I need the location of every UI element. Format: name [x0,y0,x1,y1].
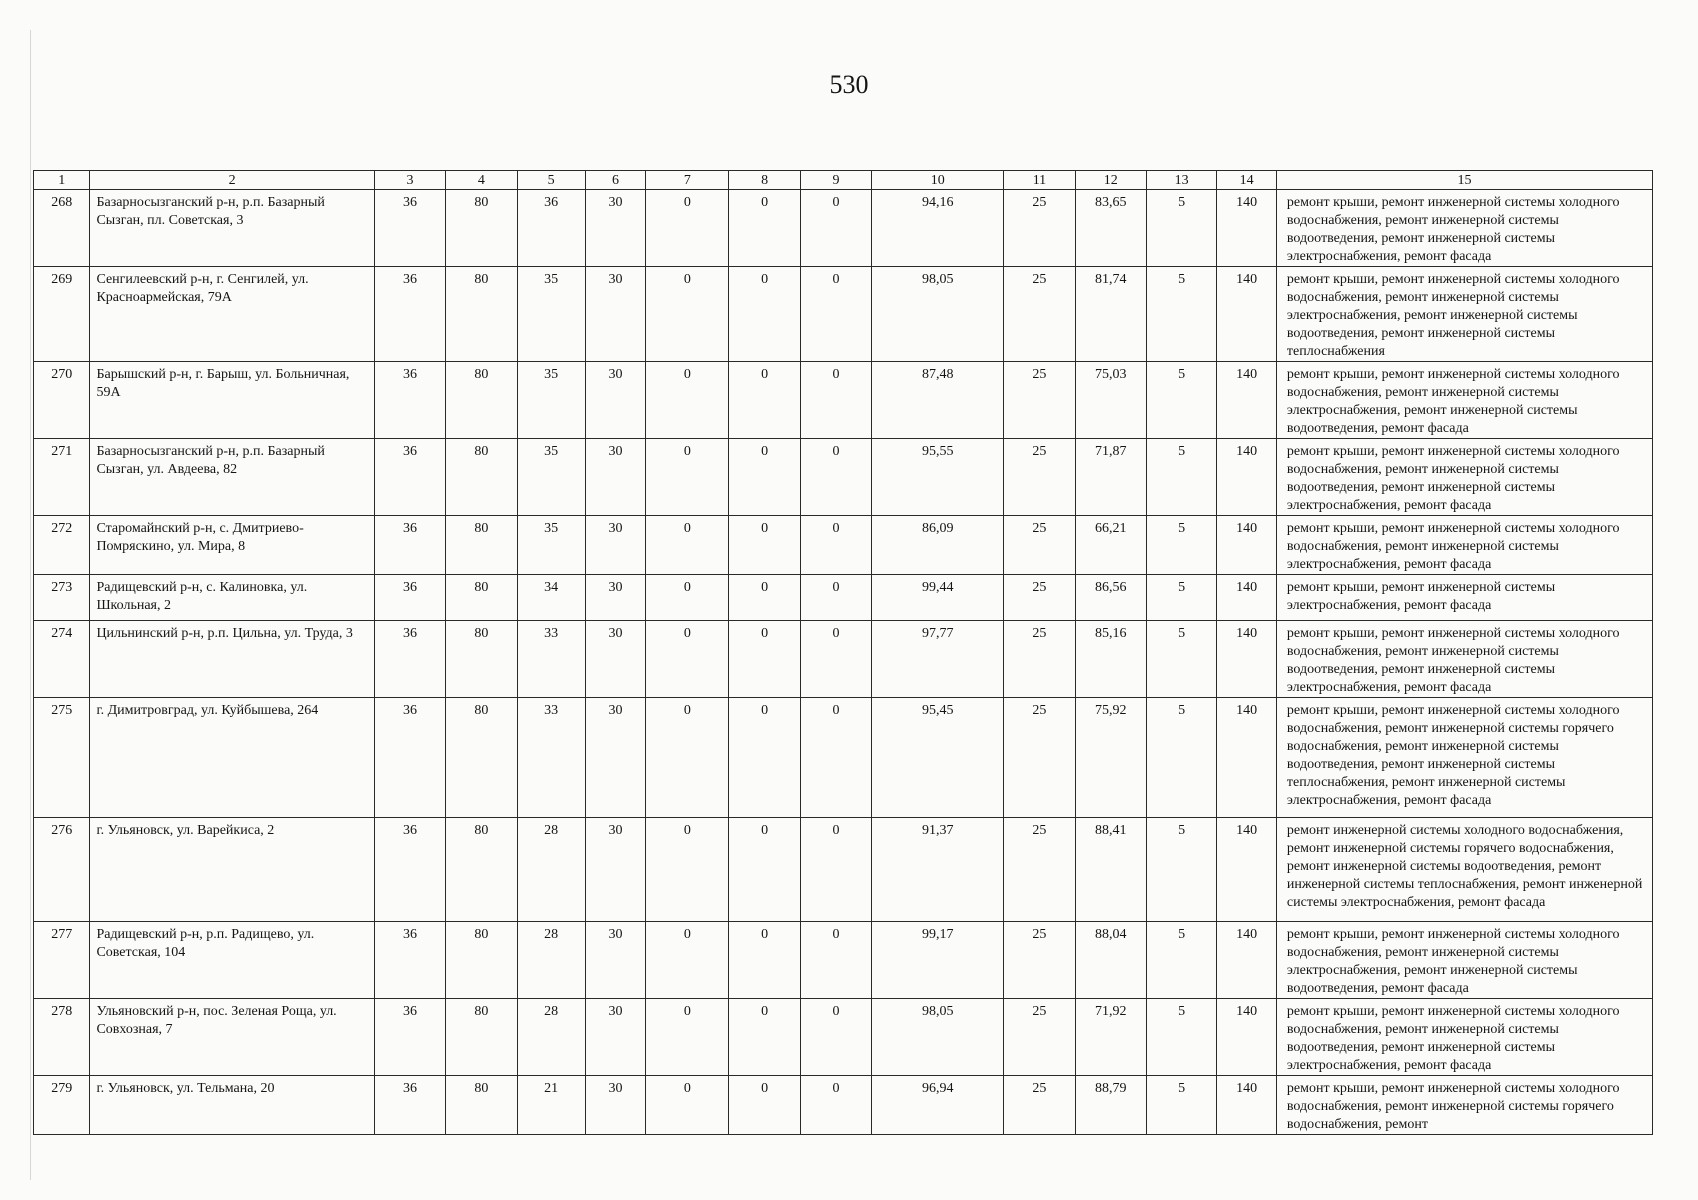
col10-cell: 87,48 [872,362,1004,439]
address-cell: Барышский р-н, г. Барыш, ул. Больничная, 59А [90,362,374,439]
col12-cell: 75,03 [1075,362,1146,439]
header-cell: 4 [446,171,517,190]
table-row [34,1076,1653,1135]
header-cell: 3 [374,171,445,190]
table-row [34,190,1653,267]
col11-cell: 25 [1004,922,1075,999]
address-cell: Ульяновский р-н, пос. Зеленая Роща, ул. Совхозная, 7 [90,999,374,1076]
address-cell: Радищевский р-н, с. Калиновка, ул. Школьная, 2 [90,575,374,621]
col9-cell: 0 [800,922,871,999]
col4-cell: 80 [446,922,517,999]
col4-cell: 80 [446,621,517,698]
row-number-cell: 276 [34,818,90,922]
col4-cell: 80 [446,190,517,267]
address-cell: Цильнинский р-н, р.п. Цильна, ул. Труда, 3 [90,621,374,698]
col8-cell: 0 [729,362,800,439]
col14-cell: 140 [1217,922,1277,999]
col14-cell: 140 [1217,818,1277,922]
col8-cell: 0 [729,439,800,516]
row-number-cell: 269 [34,267,90,362]
header-cell: 10 [872,171,1004,190]
col10-cell: 97,77 [872,621,1004,698]
header-cell: 14 [1217,171,1277,190]
col5-cell: 21 [517,1076,585,1135]
address-cell: Радищевский р-н, р.п. Радищево, ул. Советская, 104 [90,922,374,999]
works-cell: ремонт крыши, ремонт инженерной системы холодного водоснабжения, ремонт инженерной системы электроснабжения, ремонт инженерной системы водоотведения, ремонт фасада [1276,922,1652,999]
col12-cell: 66,21 [1075,516,1146,575]
address-cell: Базарносызганский р-н, р.п. Базарный Сызган, пл. Советская, 3 [90,190,374,267]
row-number-cell: 272 [34,516,90,575]
col8-cell: 0 [729,922,800,999]
col9-cell: 0 [800,999,871,1076]
col11-cell: 25 [1004,698,1075,818]
col5-cell: 36 [517,190,585,267]
col7-cell: 0 [646,621,729,698]
col8-cell: 0 [729,621,800,698]
registry-table [33,170,1653,1135]
col13-cell: 5 [1146,818,1216,922]
col10-cell: 96,94 [872,1076,1004,1135]
col4-cell: 80 [446,575,517,621]
col11-cell: 25 [1004,190,1075,267]
header-cell: 7 [646,171,729,190]
col3-cell: 36 [374,922,445,999]
header-row [34,171,1653,190]
col12-cell: 85,16 [1075,621,1146,698]
col5-cell: 35 [517,516,585,575]
col6-cell: 30 [585,999,646,1076]
col3-cell: 36 [374,621,445,698]
col11-cell: 25 [1004,1076,1075,1135]
row-number-cell: 273 [34,575,90,621]
col12-cell: 83,65 [1075,190,1146,267]
col5-cell: 35 [517,439,585,516]
works-cell: ремонт крыши, ремонт инженерной системы холодного водоснабжения, ремонт инженерной системы электроснабжения, ремонт инженерной системы водоотведения, ремонт фасада [1276,362,1652,439]
col11-cell: 25 [1004,818,1075,922]
col4-cell: 80 [446,267,517,362]
col4-cell: 80 [446,818,517,922]
col8-cell: 0 [729,190,800,267]
col7-cell: 0 [646,190,729,267]
col6-cell: 30 [585,190,646,267]
col8-cell: 0 [729,1076,800,1135]
header-cell: 9 [800,171,871,190]
col3-cell: 36 [374,516,445,575]
col14-cell: 140 [1217,439,1277,516]
table-body [34,171,1653,1135]
col11-cell: 25 [1004,362,1075,439]
col12-cell: 88,04 [1075,922,1146,999]
col10-cell: 98,05 [872,999,1004,1076]
col5-cell: 33 [517,698,585,818]
col9-cell: 0 [800,190,871,267]
header-cell: 12 [1075,171,1146,190]
col3-cell: 36 [374,698,445,818]
col13-cell: 5 [1146,621,1216,698]
col10-cell: 99,17 [872,922,1004,999]
col13-cell: 5 [1146,999,1216,1076]
col9-cell: 0 [800,818,871,922]
header-cell: 6 [585,171,646,190]
works-cell: ремонт крыши, ремонт инженерной системы холодного водоснабжения, ремонт инженерной системы горячего водоснабжения, ремонт [1276,1076,1652,1135]
col4-cell: 80 [446,1076,517,1135]
table-row [34,922,1653,999]
col4-cell: 80 [446,698,517,818]
col14-cell: 140 [1217,575,1277,621]
header-cell: 1 [34,171,90,190]
col3-cell: 36 [374,999,445,1076]
col12-cell: 75,92 [1075,698,1146,818]
works-cell: ремонт крыши, ремонт инженерной системы холодного водоснабжения, ремонт инженерной системы горячего водоснабжения, ремонт инженерной системы водоотведения, ремонт инженерной системы теплоснабжения, ремонт инженерной системы электроснабжения, ремонт фасада [1276,698,1652,818]
col5-cell: 28 [517,818,585,922]
table-row [34,621,1653,698]
col3-cell: 36 [374,190,445,267]
header-cell: 13 [1146,171,1216,190]
row-number-cell: 275 [34,698,90,818]
col9-cell: 0 [800,1076,871,1135]
table-row [34,362,1653,439]
row-number-cell: 270 [34,362,90,439]
col9-cell: 0 [800,439,871,516]
col13-cell: 5 [1146,362,1216,439]
table-row [34,575,1653,621]
header-cell: 5 [517,171,585,190]
works-cell: ремонт крыши, ремонт инженерной системы холодного водоснабжения, ремонт инженерной системы водоотведения, ремонт инженерной системы электроснабжения, ремонт фасада [1276,439,1652,516]
address-cell: Старомайнский р-н, с. Дмитриево-Помряскино, ул. Мира, 8 [90,516,374,575]
col5-cell: 28 [517,922,585,999]
works-cell: ремонт инженерной системы холодного водоснабжения, ремонт инженерной системы горячего водоснабжения, ремонт инженерной системы водоотведения, ремонт инженерной системы теплоснабжения, ремонт инженерной системы электроснабжения, ремонт фасада [1276,818,1652,922]
col5-cell: 35 [517,267,585,362]
table-row [34,439,1653,516]
col7-cell: 0 [646,267,729,362]
table-row [34,698,1653,818]
col8-cell: 0 [729,267,800,362]
col11-cell: 25 [1004,267,1075,362]
col6-cell: 30 [585,575,646,621]
col5-cell: 35 [517,362,585,439]
col13-cell: 5 [1146,922,1216,999]
col14-cell: 140 [1217,999,1277,1076]
col11-cell: 25 [1004,621,1075,698]
table-row [34,999,1653,1076]
col10-cell: 95,55 [872,439,1004,516]
col8-cell: 0 [729,575,800,621]
col14-cell: 140 [1217,1076,1277,1135]
col11-cell: 25 [1004,516,1075,575]
col13-cell: 5 [1146,698,1216,818]
col13-cell: 5 [1146,190,1216,267]
col5-cell: 33 [517,621,585,698]
page-number: 530 [829,70,869,99]
row-number-cell: 277 [34,922,90,999]
col3-cell: 36 [374,575,445,621]
col5-cell: 34 [517,575,585,621]
table-row [34,818,1653,922]
col13-cell: 5 [1146,267,1216,362]
col9-cell: 0 [800,575,871,621]
col9-cell: 0 [800,698,871,818]
header-cell: 2 [90,171,374,190]
works-cell: ремонт крыши, ремонт инженерной системы электроснабжения, ремонт фасада [1276,575,1652,621]
address-cell: Сенгилеевский р-н, г. Сенгилей, ул. Красноармейская, 79А [90,267,374,362]
col4-cell: 80 [446,439,517,516]
col8-cell: 0 [729,516,800,575]
col10-cell: 95,45 [872,698,1004,818]
col6-cell: 30 [585,621,646,698]
col6-cell: 30 [585,818,646,922]
col14-cell: 140 [1217,267,1277,362]
col7-cell: 0 [646,362,729,439]
row-number-cell: 274 [34,621,90,698]
header-cell: 11 [1004,171,1075,190]
col9-cell: 0 [800,267,871,362]
col9-cell: 0 [800,362,871,439]
table-row [34,516,1653,575]
col4-cell: 80 [446,362,517,439]
col6-cell: 30 [585,922,646,999]
col11-cell: 25 [1004,575,1075,621]
col6-cell: 30 [585,1076,646,1135]
col8-cell: 0 [729,698,800,818]
col10-cell: 94,16 [872,190,1004,267]
works-cell: ремонт крыши, ремонт инженерной системы холодного водоснабжения, ремонт инженерной системы водоотведения, ремонт инженерной системы электроснабжения, ремонт фасада [1276,190,1652,267]
col8-cell: 0 [729,999,800,1076]
col6-cell: 30 [585,267,646,362]
col12-cell: 71,87 [1075,439,1146,516]
address-cell: г. Ульяновск, ул. Варейкиса, 2 [90,818,374,922]
col11-cell: 25 [1004,999,1075,1076]
col8-cell: 0 [729,818,800,922]
works-cell: ремонт крыши, ремонт инженерной системы холодного водоснабжения, ремонт инженерной системы водоотведения, ремонт инженерной системы электроснабжения, ремонт фасада [1276,999,1652,1076]
col4-cell: 80 [446,999,517,1076]
row-number-cell: 279 [34,1076,90,1135]
row-number-cell: 268 [34,190,90,267]
col11-cell: 25 [1004,439,1075,516]
works-cell: ремонт крыши, ремонт инженерной системы холодного водоснабжения, ремонт инженерной системы электроснабжения, ремонт фасада [1276,516,1652,575]
col7-cell: 0 [646,698,729,818]
address-cell: г. Димитровград, ул. Куйбышева, 264 [90,698,374,818]
col7-cell: 0 [646,575,729,621]
col7-cell: 0 [646,1076,729,1135]
col14-cell: 140 [1217,621,1277,698]
col14-cell: 140 [1217,516,1277,575]
col9-cell: 0 [800,621,871,698]
col6-cell: 30 [585,698,646,818]
col10-cell: 86,09 [872,516,1004,575]
col13-cell: 5 [1146,516,1216,575]
col10-cell: 99,44 [872,575,1004,621]
col7-cell: 0 [646,999,729,1076]
col3-cell: 36 [374,362,445,439]
col5-cell: 28 [517,999,585,1076]
row-number-cell: 271 [34,439,90,516]
margin-line [30,30,31,1180]
col14-cell: 140 [1217,190,1277,267]
col10-cell: 98,05 [872,267,1004,362]
address-cell: г. Ульяновск, ул. Тельмана, 20 [90,1076,374,1135]
table-row [34,267,1653,362]
col4-cell: 80 [446,516,517,575]
col7-cell: 0 [646,516,729,575]
col3-cell: 36 [374,439,445,516]
col13-cell: 5 [1146,1076,1216,1135]
col14-cell: 140 [1217,698,1277,818]
col3-cell: 36 [374,818,445,922]
col6-cell: 30 [585,362,646,439]
col6-cell: 30 [585,439,646,516]
col10-cell: 91,37 [872,818,1004,922]
header-cell: 15 [1276,171,1652,190]
col6-cell: 30 [585,516,646,575]
row-number-cell: 278 [34,999,90,1076]
address-cell: Базарносызганский р-н, р.п. Базарный Сызган, ул. Авдеева, 82 [90,439,374,516]
works-cell: ремонт крыши, ремонт инженерной системы холодного водоснабжения, ремонт инженерной системы электроснабжения, ремонт инженерной системы водоотведения, ремонт инженерной системы теплоснабжения [1276,267,1652,362]
col3-cell: 36 [374,267,445,362]
col12-cell: 88,79 [1075,1076,1146,1135]
col12-cell: 71,92 [1075,999,1146,1076]
col7-cell: 0 [646,818,729,922]
col3-cell: 36 [374,1076,445,1135]
col7-cell: 0 [646,439,729,516]
col13-cell: 5 [1146,439,1216,516]
header-cell: 8 [729,171,800,190]
col12-cell: 81,74 [1075,267,1146,362]
col14-cell: 140 [1217,362,1277,439]
col9-cell: 0 [800,516,871,575]
col7-cell: 0 [646,922,729,999]
col13-cell: 5 [1146,575,1216,621]
works-cell: ремонт крыши, ремонт инженерной системы холодного водоснабжения, ремонт инженерной системы водоотведения, ремонт инженерной системы электроснабжения, ремонт фасада [1276,621,1652,698]
col12-cell: 88,41 [1075,818,1146,922]
col12-cell: 86,56 [1075,575,1146,621]
